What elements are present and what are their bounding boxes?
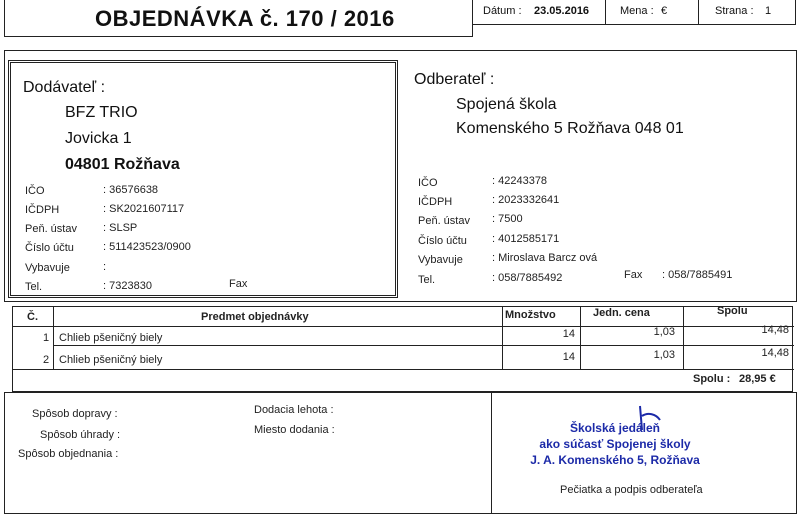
customer-ico-label: IČO: [418, 177, 438, 189]
customer-icdph-label: IČDPH: [418, 196, 453, 208]
signature-label: Pečiatka a podpis odberateľa: [560, 484, 703, 496]
currency-value: €: [661, 5, 668, 17]
supplier-box: [8, 60, 398, 298]
stamp-line-3: J. A. Komenského 5, Rožňava: [530, 453, 700, 467]
customer-fax-value: : 058/7885491: [662, 269, 733, 281]
header-currency-box: [605, 0, 699, 25]
supplier-icdph-label: IČDPH: [25, 204, 60, 216]
header-date-box: [472, 0, 606, 25]
supplier-tel-value: : 7323830: [103, 280, 152, 292]
row-1-item: Chlieb pšeničný biely: [59, 332, 163, 344]
supplier-street: Jovicka 1: [65, 130, 132, 147]
row-2-qty: 14: [562, 351, 575, 363]
delivery-deadline-label: Dodacia lehota :: [254, 404, 334, 416]
payment-method-label: Spôsob úhrady :: [40, 429, 121, 441]
date-value: 23.05.2016: [534, 5, 590, 17]
customer-ico-value: : 42243378: [492, 175, 548, 187]
date-label: Dátum :: [483, 5, 522, 17]
col-header-qty: Množstvo: [505, 309, 556, 321]
customer-address: Komenského 5 Rožňava 048 01: [456, 120, 684, 137]
row-1-qty: 14: [562, 328, 575, 340]
supplier-handler-label: Vybavuje: [25, 262, 70, 274]
currency-label: Mena :: [620, 5, 654, 17]
stamp-line-1: Školská jedáleň: [569, 421, 661, 435]
customer-bank-value: : 7500: [492, 213, 523, 225]
page-value: 1: [765, 5, 772, 17]
row-2-item: Chlieb pšeničný biely: [59, 354, 163, 366]
row-1-unit-price: 1,03: [653, 326, 675, 338]
supplier-bank-label: Peň. ústav: [25, 223, 77, 235]
supplier-city: 04801 Rožňava: [65, 156, 180, 173]
sum-value: 28,95 €: [739, 373, 776, 385]
customer-heading: Odberateľ :: [414, 71, 495, 88]
row-1-total: 14,48: [761, 324, 789, 336]
supplier-account-value: : 511423523/0900: [103, 241, 191, 253]
col-header-no: Č.: [27, 311, 38, 323]
supplier-tel-label: Tel.: [25, 281, 43, 293]
document-title: OBJEDNÁVKA č. 170 / 2016: [95, 6, 395, 31]
col-header-total: Spolu: [717, 305, 748, 317]
customer-fax-label: Fax: [624, 269, 643, 281]
col-header-unit-price: Jedn. cena: [593, 307, 650, 319]
col-header-item: Predmet objednávky: [201, 311, 309, 323]
customer-icdph-value: : 2023332641: [492, 194, 560, 206]
row-1-no: 1: [43, 332, 50, 344]
supplier-ico-value: : 36576638: [103, 184, 159, 196]
customer-tel-label: Tel.: [418, 274, 436, 286]
supplier-ico-label: IČO: [25, 185, 45, 197]
supplier-name: BFZ TRIO: [65, 104, 138, 121]
supplier-heading: Dodávateľ :: [23, 79, 106, 96]
supplier-icdph-value: : SK2021607117: [103, 203, 185, 215]
row-2-no: 2: [43, 354, 50, 366]
sum-label: Spolu :: [693, 373, 731, 385]
row-2-total: 14,48: [761, 347, 789, 359]
customer-name: Spojená škola: [456, 96, 557, 113]
signature-mark: [630, 404, 670, 432]
order-method-label: Spôsob objednania :: [18, 448, 119, 460]
supplier-bank-value: : SLSP: [103, 222, 138, 234]
items-table: [12, 306, 793, 392]
customer-tel-value: : 058/7885492: [492, 272, 563, 284]
customer-handler-label: Vybavuje: [418, 254, 463, 266]
customer-bank-label: Peň. ústav: [418, 215, 470, 227]
header-page-box: [698, 0, 796, 25]
supplier-handler-value: :: [103, 261, 107, 273]
delivery-method-label: Spôsob dopravy :: [32, 408, 118, 420]
customer-handler-value: : Miroslava Barcz ová: [492, 252, 598, 264]
stamp-line-2: ako súčasť Spojenej školy: [539, 437, 691, 451]
school-stamp: [500, 420, 730, 468]
page-label: Strana :: [715, 5, 754, 17]
customer-account-label: Číslo účtu: [418, 235, 467, 247]
header-title-box: [4, 0, 473, 37]
supplier-fax-label: Fax: [229, 278, 248, 290]
customer-account-value: : 4012585171: [492, 233, 560, 245]
supplier-account-label: Číslo účtu: [25, 242, 74, 254]
delivery-place-label: Miesto dodania :: [254, 424, 335, 436]
row-2-unit-price: 1,03: [653, 349, 675, 361]
